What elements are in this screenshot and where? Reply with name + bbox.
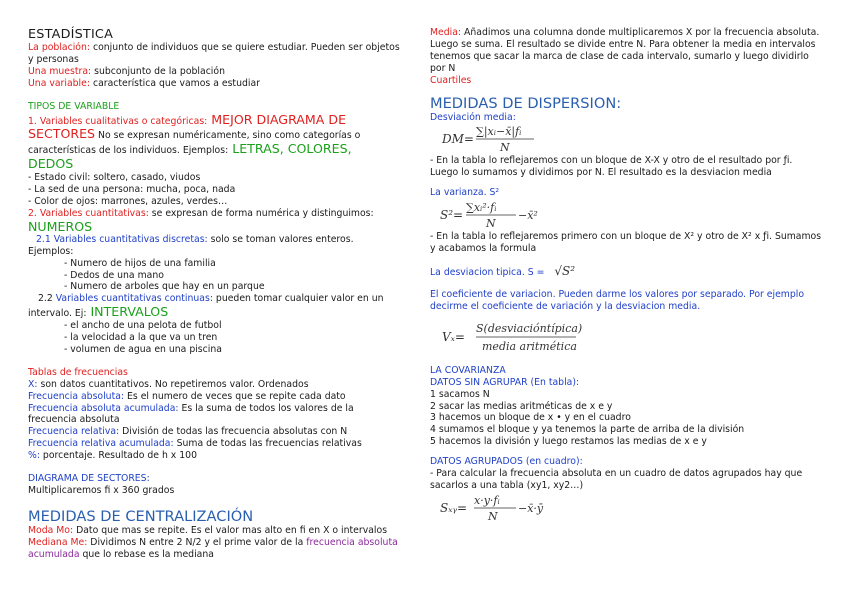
list-item: - Numero de arboles que hay en un parque [64,281,265,293]
list-item: - volumen de agua en una piscina [64,343,222,355]
fr-label: Frecuencia relativa: [28,426,120,438]
formula-rest: −x̄·ȳ [518,501,544,515]
cuantitativas-numeros: NUMEROS [28,218,93,234]
varianza-formula-svg [430,199,630,231]
coeficiente-text: El coeficiente de variacion. Pueden darme los valores por separado. Por ejemplo decirme el coeficiente de variación y la desviacion media. [430,288,805,312]
discretas-def [28,234,400,246]
x-text: son datos cuantitativos. No repetiremos valor. Ordenados [37,378,309,390]
cuantitativas-label: 2. Variables cuantitativas: [28,207,149,219]
pct-def [28,450,400,462]
coeficiente-formula-svg [430,317,650,357]
cualitativas-text: No se expresan numéricamente, sino como categorías o características de los individuos. Ejemplos: [28,130,361,157]
moda-text: Dato que mas se repite. Es el valor mas alto en fi en X o intervalos [73,524,388,536]
right-column [430,27,822,524]
agrupados-text: - Para calcular la frecuencia absoluta en un cuadro de datos agrupados hay que sacarlos a una tabla (xy1, xy2…) [430,468,803,491]
fra-label: Frecuencia relativa acumulada: [28,438,174,450]
poblacion-text: conjunto de individuos que se quiere estudiar. Pueden ser objetos y personas [28,42,400,65]
mediana-def [28,537,400,561]
moda-label: Moda Mo: [28,524,74,536]
tipica-line [430,263,822,281]
formula-numerator: S(desviacióntípica) [476,321,583,335]
cualitativas-best-chart: MEJOR DIAGRAMA DE SECTORES [28,111,347,142]
list-item: - Color de ojos: marrones, azules, verdes… [28,195,228,207]
tipica-formula: √S² [554,263,576,278]
variable-label: Una variable: [28,77,90,89]
fr-def [28,426,400,438]
desviacion-text: - En la tabla lo reflejaremos con un bloque de X-X y otro de el resultado por ƒi. Luego lo sumamos y dividimos por N. El resultado es la desviacion media [430,155,793,179]
x-label: X: [28,378,38,390]
fa-label: Frecuencia absoluta: [28,390,125,402]
fra-def [28,438,400,450]
list-item: 1 sacamos N [430,388,490,400]
cualitativas-def [28,113,400,173]
faa-label: Frecuencia absoluta acumulada: [28,402,179,414]
faa-def [28,403,400,427]
muestra-text: subconjunto de la población [91,65,225,77]
coeficiente-formula [430,317,822,357]
cuantitativas-text: se expresan de forma numérica y distinguimos: [148,207,374,219]
left-column [28,27,400,561]
poblacion-def [28,42,400,66]
formula-denominator: media aritmética [482,339,577,353]
continuas-def [28,293,400,320]
continuas-prefix: 2.2 [38,293,56,305]
covarianza-formula [430,492,822,524]
list-item: 3 hacemos un bloque de x • y en el cuadro [430,412,631,424]
formula-lhs: Sₓᵧ= [440,500,468,515]
cualitativas-label: 1. Variables cualitativas o categóricas: [28,115,208,127]
list-item: 2 sacar las medias aritméticas de x e y [430,400,613,412]
list-item: - Numero de hijos de una familia [64,257,216,269]
tablas-heading: Tablas de frecuencias [28,366,128,378]
media-def [430,27,822,75]
media-label: Media: [430,27,462,38]
ejemplos-label: Ejemplos: [28,245,74,257]
page-title: ESTADÍSTICA [28,27,114,42]
pct-label: %: [28,450,40,462]
muestra-def [28,66,400,78]
varianza-text: - En la tabla lo reflejaremos primero con un bloque de X² y otro de X² x ƒi. Sumamos y acabamos la formula [430,231,822,255]
sin-agrupar-heading: DATOS SIN AGRUPAR (En tabla): [430,376,580,388]
diagrama-heading: DIAGRAMA DE SECTORES: [28,473,150,485]
pct-text: porcentaje. Resultado de h x 100 [39,450,198,462]
diagrama-text: Multiplicaremos fi x 360 grados [28,485,175,496]
moda-def [28,525,400,537]
tipos-heading: TIPOS DE VARIABLE [28,100,120,112]
discretas-text: solo se toman valores enteros. [207,233,354,245]
formula-numerator: ∑|xᵢ−x̄|fᵢ [476,125,522,139]
centralizacion-heading: MEDIDAS DE CENTRALIZACIÓN [28,507,254,525]
varianza-formula [430,199,822,231]
cualitativas-examples: LETRAS, COLORES, DEDOS [28,141,352,172]
list-item: - La sed de una persona: mucha, poca, nada [28,184,236,196]
media-text: Añadimos una columna donde multiplicaremos X por la frecuencia absoluta. Luego se suma. El resultado se divide entre N. Para obtener la media en intervalos tenemos que sacar la marca de clase de cada intervalo, sumarlo y luego dividirlo por N [430,27,820,74]
list-item: 5 hacemos la división y luego restamos las medias de x e y [430,436,707,448]
formula-lhs: DM= [442,132,474,147]
muestra-label: Una muestra: [28,65,92,77]
fr-text: División de todas las frecuencia absolutas con N [119,426,348,438]
covarianza-heading: LA COVARIANZA [430,364,506,376]
agrupados-heading: DATOS AGRUPADOS (en cuadro): [430,456,583,468]
list-item: - Estado civil: soltero, casado, viudos [28,172,201,184]
fa-def [28,391,400,403]
formula-rest: −x̄² [518,209,538,223]
fa-text: Es el numero de veces que se repite cada dato [124,390,346,402]
continuas-text: pueden tomar cualquier valor en un intervalo. Ej: [28,293,384,320]
desviacion-heading: Desviación media: [430,111,516,123]
formula-numerator: x·y·fᵢ [474,493,500,507]
list-item: - Dedos de una mano [64,269,164,281]
list-item: 4 sumamos el bloque y ya tenemos la parte de arriba de la división [430,424,745,436]
variable-def [28,78,400,90]
poblacion-label: La población: [28,42,91,53]
fra-text: Suma de todas las frecuencias relativas [173,438,362,450]
cuantitativas-def [28,208,400,220]
dispersion-heading: MEDIDAS DE DISPERSION: [430,94,622,112]
mediana-term: frecuencia absoluta acumulada [28,536,398,560]
covarianza-formula-svg [430,492,630,524]
formula-lhs: Vₓ= [442,329,465,344]
mediana-text-end: que lo rebase es la mediana [79,548,214,560]
mediana-text: Dividimos N entre 2 N/2 y el prime valor de la [87,536,307,548]
discretas-label: Variables cuantitativas discretas: [53,233,208,245]
continuas-intervalos: INTERVALOS [86,304,169,320]
continuas-label: Variables cuantitativas continuas: [55,293,213,305]
variable-text: característica que vamos a estudiar [90,77,260,89]
formula-numerator: ∑xᵢ²·fᵢ [466,201,497,215]
list-item: - la velocidad a la que va un tren [64,332,218,344]
mediana-label: Mediana Me: [28,536,88,548]
varianza-heading: La varianza. S² [430,187,500,199]
formula-denominator: N [500,141,510,155]
discretas-prefix: 2.1 [36,233,54,245]
formula-denominator: N [486,217,496,231]
x-def [28,379,400,391]
list-item: - el ancho de una pelota de futbol [64,320,222,332]
faa-text: Es la suma de todos los valores de la frecuencia absoluta [28,402,354,426]
formula-denominator: N [488,509,498,523]
cuartiles-label: Cuartiles [430,74,472,86]
formula-lhs: S²= [440,208,464,223]
tipica-heading: La desviacion tipica. S = [430,266,545,278]
desviacion-formula [430,123,822,155]
desviacion-formula-svg [430,123,630,155]
